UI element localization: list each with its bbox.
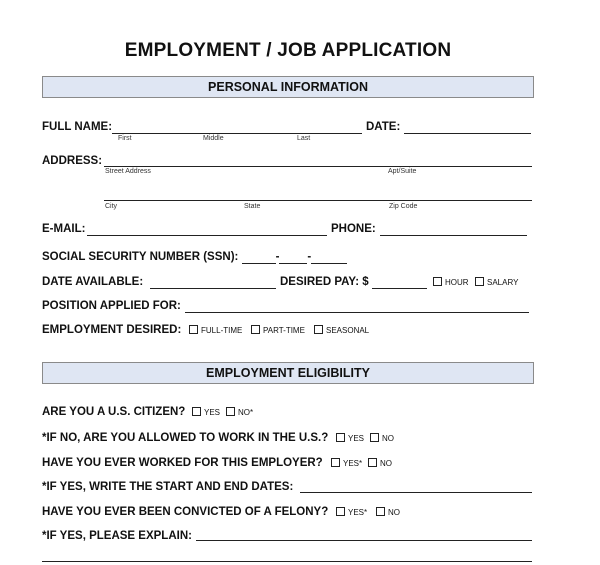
employment-option-seasonal[interactable]: SEASONAL [314, 324, 369, 338]
ssn-part2-field[interactable] [279, 253, 307, 264]
phone-label: PHONE: [331, 223, 376, 235]
name-sub-last: Last [297, 135, 311, 142]
question-worked-before-yes[interactable]: YES* [331, 457, 362, 471]
checkbox-icon[interactable] [226, 407, 235, 416]
explain-field-line1[interactable] [196, 540, 532, 541]
email-label: E-MAIL: [42, 223, 86, 235]
checkbox-icon[interactable] [314, 325, 323, 334]
ssn-part3-field[interactable] [311, 253, 347, 264]
question-felony-yes[interactable]: YES* [336, 506, 367, 520]
form-title: EMPLOYMENT / JOB APPLICATION [124, 40, 452, 61]
address-sub-apt: Apt/Suite [388, 168, 417, 175]
ssn-part1-field[interactable] [242, 253, 276, 264]
checkbox-icon[interactable] [376, 507, 385, 516]
checkbox-icon[interactable] [336, 507, 345, 516]
city-state-zip-field[interactable] [104, 200, 532, 201]
full-name-field[interactable] [112, 133, 362, 134]
phone-field[interactable] [380, 235, 527, 236]
position-field[interactable] [185, 312, 529, 313]
question-citizen-yes[interactable]: YES [192, 406, 220, 420]
full-name-label: FULL NAME: [42, 121, 113, 133]
question-worked-before-no[interactable]: NO [368, 457, 392, 471]
employment-option-part-time[interactable]: PART-TIME [251, 324, 305, 338]
question-citizen-no[interactable]: NO* [226, 406, 253, 420]
ssn-row: SOCIAL SECURITY NUMBER (SSN): - - [42, 250, 347, 264]
question-work-authorization-yes[interactable]: YES [336, 432, 364, 446]
ssn-label: SOCIAL SECURITY NUMBER (SSN): [42, 251, 239, 263]
address-label: ADDRESS: [42, 155, 103, 167]
section-header-personal: PERSONAL INFORMATION [42, 76, 534, 98]
checkbox-icon[interactable] [433, 277, 442, 286]
date-available-field[interactable] [150, 288, 276, 289]
start-end-dates-field[interactable] [300, 492, 532, 493]
address-sub-city: City [105, 203, 118, 210]
date-field[interactable] [404, 133, 531, 134]
address-sub-zip: Zip Code [389, 203, 418, 210]
question-worked-before-label: HAVE YOU EVER WORKED FOR THIS EMPLOYER? [42, 457, 323, 469]
name-sub-middle: Middle [203, 135, 224, 142]
question-work-authorization-label: *IF NO, ARE YOU ALLOWED TO WORK IN THE U.S.? [42, 432, 329, 444]
checkbox-icon[interactable] [331, 458, 340, 467]
question-dates-label: *IF YES, WRITE THE START AND END DATES: [42, 481, 294, 493]
checkbox-icon[interactable] [370, 433, 379, 442]
address-sub-state: State [244, 203, 261, 210]
address-sub-street: Street Address [105, 168, 151, 175]
desired-pay-field[interactable] [372, 288, 427, 289]
question-work-authorization-no[interactable]: NO [370, 432, 394, 446]
checkbox-icon[interactable] [475, 277, 484, 286]
checkbox-icon[interactable] [189, 325, 198, 334]
explain-field-line2[interactable] [42, 561, 532, 562]
checkbox-icon[interactable] [192, 407, 201, 416]
question-felony-no[interactable]: NO [376, 506, 400, 520]
section-header-eligibility: EMPLOYMENT ELIGIBILITY [42, 362, 534, 384]
employment-option-full-time[interactable]: FULL-TIME [189, 324, 242, 338]
email-field[interactable] [87, 235, 327, 236]
date-available-label: DATE AVAILABLE: [42, 276, 144, 288]
question-felony-label: HAVE YOU EVER BEEN CONVICTED OF A FELONY? [42, 506, 329, 518]
question-citizen-label: ARE YOU A U.S. CITIZEN? [42, 406, 186, 418]
checkbox-icon[interactable] [368, 458, 377, 467]
name-sub-first: First [118, 135, 132, 142]
desired-pay-label: DESIRED PAY: $ [280, 276, 369, 288]
street-address-field[interactable] [104, 166, 532, 167]
date-label: DATE: [366, 121, 401, 133]
employment-desired-label: EMPLOYMENT DESIRED: [42, 324, 182, 336]
checkbox-icon[interactable] [251, 325, 260, 334]
pay-option-salary[interactable]: SALARY [475, 276, 518, 290]
checkbox-icon[interactable] [336, 433, 345, 442]
question-explain-label: *IF YES, PLEASE EXPLAIN: [42, 530, 192, 542]
pay-option-hour[interactable]: HOUR [433, 276, 469, 290]
position-label: POSITION APPLIED FOR: [42, 300, 181, 312]
